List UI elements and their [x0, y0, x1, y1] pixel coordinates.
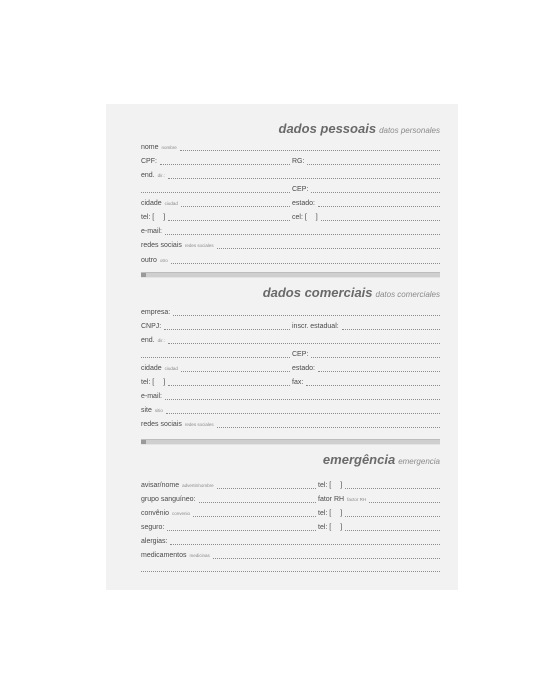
com-tel-field[interactable] — [141, 377, 290, 387]
cep-line[interactable] — [311, 192, 440, 193]
site-field[interactable] — [141, 405, 440, 415]
seguro-field[interactable] — [141, 522, 316, 532]
grupo-label: grupo sanguíneo: — [141, 496, 196, 503]
tel-label: tel: [ — [141, 214, 155, 221]
com-redes-line[interactable] — [217, 427, 440, 428]
cep-label: CEP: — [292, 186, 309, 193]
estado-field[interactable] — [292, 198, 440, 208]
fator-label-es: factor RH — [347, 497, 367, 502]
cnpj-line[interactable] — [164, 329, 290, 330]
empresa-field[interactable] — [141, 307, 440, 317]
rg-label: RG: — [292, 158, 305, 165]
empresa-line[interactable] — [173, 315, 440, 316]
fator-label: fator RH — [318, 496, 345, 503]
cel-label: cel: [ — [292, 214, 307, 221]
convenio-label: convênio — [141, 510, 170, 517]
cpf-field[interactable] — [141, 156, 290, 166]
medicamentos-line-2[interactable] — [141, 571, 440, 572]
com-cidade-line[interactable] — [181, 371, 290, 372]
section-divider-2 — [141, 439, 440, 445]
row-cnpj — [141, 321, 440, 331]
outro-label: outro — [141, 257, 157, 264]
inscr-label: inscr. estadual: — [292, 323, 339, 330]
row-medicamentos — [141, 550, 440, 560]
end-field[interactable] — [141, 170, 440, 180]
em-tel-2-line[interactable] — [345, 516, 440, 517]
personal-title: dados pessoais — [278, 121, 377, 136]
email-line[interactable] — [165, 234, 440, 235]
em-tel-3-line[interactable] — [345, 530, 440, 531]
em-tel-3-label: tel: [ — [318, 524, 332, 531]
site-label-es: sitio — [154, 408, 163, 413]
outro-field[interactable] — [141, 255, 440, 265]
tel-line[interactable] — [168, 220, 290, 221]
site-line[interactable] — [166, 413, 440, 414]
alergias-line[interactable] — [170, 544, 440, 545]
em-tel-1-close: ] — [340, 482, 343, 489]
com-redes-field[interactable] — [141, 419, 440, 429]
estado-label: estado: — [292, 200, 315, 207]
com-cidade-field[interactable] — [141, 363, 290, 373]
em-tel-1-label: tel: [ — [318, 482, 332, 489]
row-email — [141, 226, 440, 236]
commercial-section-title — [263, 284, 440, 302]
com-cidade-label: cidade — [141, 365, 162, 372]
email-field[interactable] — [141, 226, 440, 236]
row-end — [141, 170, 440, 180]
rg-field[interactable] — [292, 156, 440, 166]
cnpj-label: CNPJ: — [141, 323, 162, 330]
personal-section-title — [279, 120, 440, 138]
row-com-tel-fax — [141, 377, 440, 387]
seguro-label: seguro: — [141, 524, 165, 531]
com-redes-label: redes sociais — [141, 421, 182, 428]
com-end-label: end. — [141, 337, 155, 344]
medicamentos-line[interactable] — [213, 558, 440, 559]
alergias-field[interactable] — [141, 536, 440, 546]
end-line[interactable] — [168, 178, 440, 179]
nome-line[interactable] — [180, 150, 440, 151]
com-end-continuation[interactable] — [141, 349, 290, 359]
com-redes-label-es: redes sociales — [184, 422, 214, 427]
redes-label-es: redes sociales — [184, 243, 214, 248]
row-avisar — [141, 480, 440, 490]
nome-label-es: nombre — [161, 145, 177, 150]
cidade-label: cidade — [141, 200, 162, 207]
empresa-label: empresa: — [141, 309, 171, 316]
com-email-label: e-mail: — [141, 393, 163, 400]
em-tel-2-close: ] — [340, 510, 343, 517]
inscr-line[interactable] — [342, 329, 440, 330]
redes-field[interactable] — [141, 240, 440, 250]
medicamentos-label-es: medicinas — [189, 553, 210, 558]
avisar-label: avisar/nome — [141, 482, 180, 489]
end-label: end. — [141, 172, 155, 179]
medicamentos-field[interactable] — [141, 550, 440, 560]
emergency-title: emergência — [322, 452, 396, 467]
row-com-cidade — [141, 363, 440, 373]
row-com-email — [141, 391, 440, 401]
row-com-redes — [141, 419, 440, 429]
row-cpf-rg — [141, 156, 440, 166]
em-tel-3-close: ] — [340, 524, 343, 531]
medicamentos-label: medicamentos — [141, 552, 187, 559]
row-com-end — [141, 335, 440, 345]
nome-field[interactable] — [141, 142, 440, 152]
em-tel-2-label: tel: [ — [318, 510, 332, 517]
end-line-2[interactable] — [141, 192, 290, 193]
cidade-label-es: ciudad — [164, 201, 178, 206]
emergency-section-title — [323, 451, 440, 469]
cel-close-bracket: ] — [315, 214, 318, 221]
tel-close-bracket: ] — [163, 214, 166, 221]
alergias-label: alergias: — [141, 538, 168, 545]
com-cidade-label-es: ciudad — [164, 366, 178, 371]
cel-line[interactable] — [321, 220, 440, 221]
com-end-line-2[interactable] — [141, 357, 290, 358]
cel-field[interactable] — [292, 212, 440, 222]
em-tel-3-field[interactable] — [318, 522, 440, 532]
fax-label: fax: — [292, 379, 304, 386]
row-tel-cel — [141, 212, 440, 222]
inscr-field[interactable] — [292, 321, 440, 331]
personal-title-es: datos personales — [379, 126, 440, 135]
fax-field[interactable] — [292, 377, 440, 387]
row-cidade-estado — [141, 198, 440, 208]
email-label: e-mail: — [141, 228, 163, 235]
convenio-line[interactable] — [193, 516, 316, 517]
row-alergias — [141, 536, 440, 546]
com-estado-field[interactable] — [292, 363, 440, 373]
fator-field[interactable] — [318, 494, 440, 504]
row-com-cep — [141, 349, 440, 359]
tel-field[interactable] — [141, 212, 290, 222]
com-cep-label: CEP: — [292, 351, 309, 358]
form-sheet — [106, 104, 458, 590]
com-end-line[interactable] — [168, 343, 440, 344]
nome-label: nome — [141, 144, 159, 151]
fax-line[interactable] — [306, 385, 440, 386]
avisar-field[interactable] — [141, 480, 316, 490]
com-end-field[interactable] — [141, 335, 440, 345]
cnpj-field[interactable] — [141, 321, 290, 331]
com-tel-label: tel: [ — [141, 379, 155, 386]
com-tel-close-bracket: ] — [163, 379, 166, 386]
cidade-field[interactable] — [141, 198, 290, 208]
rg-line[interactable] — [307, 164, 440, 165]
row-site — [141, 405, 440, 415]
com-email-line[interactable] — [165, 399, 440, 400]
outro-label-es: otro — [159, 258, 168, 263]
row-grupo — [141, 494, 440, 504]
com-end-label-es: dir.: — [157, 338, 165, 343]
cep-field[interactable] — [292, 184, 440, 194]
commercial-title-es: datos comerciales — [375, 290, 440, 299]
cpf-label: CPF: — [141, 158, 157, 165]
em-tel-1-line[interactable] — [345, 488, 440, 489]
em-tel-2-field[interactable] — [318, 508, 440, 518]
end-label-es: dir.: — [157, 173, 165, 178]
row-outro — [141, 255, 440, 265]
row-empresa — [141, 307, 440, 317]
convenio-field[interactable] — [141, 508, 316, 518]
end-continuation[interactable] — [141, 184, 290, 194]
em-tel-1-field[interactable] — [318, 480, 440, 490]
site-label: site — [141, 407, 152, 414]
grupo-line[interactable] — [199, 502, 317, 503]
redes-line[interactable] — [217, 248, 440, 249]
avisar-line[interactable] — [217, 488, 316, 489]
row-nome — [141, 142, 440, 152]
com-estado-label: estado: — [292, 365, 315, 372]
emergency-title-es: emergencia — [398, 457, 440, 466]
grupo-field[interactable] — [141, 494, 316, 504]
row-seguro — [141, 522, 440, 532]
com-cep-line[interactable] — [311, 357, 440, 358]
convenio-label-es: convenio — [172, 511, 191, 516]
fator-line[interactable] — [369, 502, 440, 503]
com-cep-field[interactable] — [292, 349, 440, 359]
com-email-field[interactable] — [141, 391, 440, 401]
estado-line[interactable] — [318, 206, 440, 207]
row-redes — [141, 240, 440, 250]
cpf-line[interactable] — [160, 164, 290, 165]
com-estado-line[interactable] — [318, 371, 440, 372]
com-tel-line[interactable] — [168, 385, 290, 386]
row-cep — [141, 184, 440, 194]
seguro-line[interactable] — [167, 530, 316, 531]
row-convenio — [141, 508, 440, 518]
redes-label: redes sociais — [141, 242, 182, 249]
cidade-line[interactable] — [181, 206, 290, 207]
avisar-label-es: advertir/nombre — [182, 483, 214, 488]
outro-line[interactable] — [171, 263, 440, 264]
commercial-title: dados comerciais — [262, 285, 373, 300]
section-divider-1 — [141, 272, 440, 278]
